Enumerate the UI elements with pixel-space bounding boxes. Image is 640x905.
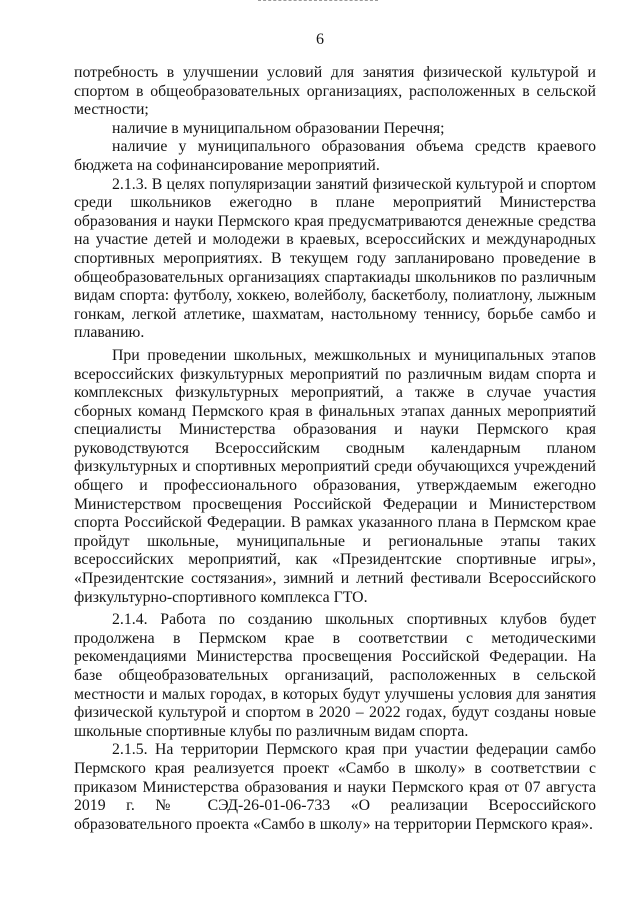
paragraph-list-item: наличие в муниципальном образовании Перечня; (112, 119, 445, 137)
document-body (74, 64, 596, 834)
paragraph-section-2-1-5: 2.1.5. На территории Пермского края при участии федерации самбо Пермского края реализуется проект «Самбо в школу» в соответствии с приказом Министерства образования и науки Пермского края от 07 августа 2019 г. № СЭД-26-01-06-733 «О реализации Всероссийского образовательного проекта «Самбо в школу» на территории Пермского края». (74, 741, 596, 833)
paragraph-section-2-1-4: 2.1.4. Работа по созданию школьных спортивных клубов будет продолжена в Пермском крае в соответствии с методическими рекомендациями Министерства просвещения Российской Федерации. На базе общеобразовательных организаций, расположенных в сельской местности и малых городах, в которых будут улучшены условия для занятия физической культурой и спортом в 2020 – 2022 годах, будут созданы новые школьные спортивные клубы по различным видам спорта. (74, 611, 596, 740)
paragraph-list-item: наличие у муниципального образования объема средств краевого бюджета на софинансирование мероприятий. (74, 138, 596, 174)
paragraph-continuation: потребность в улучшении условий для занятия физической культурой и спортом в общеобразовательных организациях, расположенных в сельской местности; (74, 64, 596, 119)
paragraph-section-2-1-3: 2.1.3. В целях популяризации занятий физической культурой и спортом среди школьников ежегодно в плане мероприятий Министерства образования и науки Пермского края предусматриваются денежные средства на участие детей и молодежи в краевых, всероссийских и международных спортивных мероприятиях. В текущем году запланировано проведение в общеобразовательных организациях спартакиады школьников по различным видам спорта: футболу, хоккею, волейболу, баскетболу, полиатлону, лыжным гонкам, легкой атлетике, шахматам, настольному теннису, борьбе самбо и плаванию. (74, 175, 596, 342)
paragraph-sports-events: При проведении школьных, межшкольных и муниципальных этапов всероссийских физкультурных мероприятий по различным видам спорта и комплексных физкультурных мероприятий, а также в случае участия сборных команд Пермского края в финальных этапах данных мероприятий специалисты Министерства образования и науки Пермского края руководствуются Всероссийским сводным календарным планом физкультурных и спортивных мероприятий среди обучающихся учреждений общего и профессионального образования, утверждаемым ежегодно Министерством просвещения Российской Федерации и Министерством спорта Российской Федерации. В рамках указанного плана в Пермском крае пройдут школьные, муниципальные и региональные этапы таких всероссийских мероприятий, как «Президентские спортивные игры», «Президентские состязания», зимний и летний фестивали Всероссийского физкультурно-спортивного комплекса ГТО. (74, 346, 596, 606)
scan-top-edge-mark (258, 0, 378, 4)
page-number: 6 (316, 31, 324, 48)
